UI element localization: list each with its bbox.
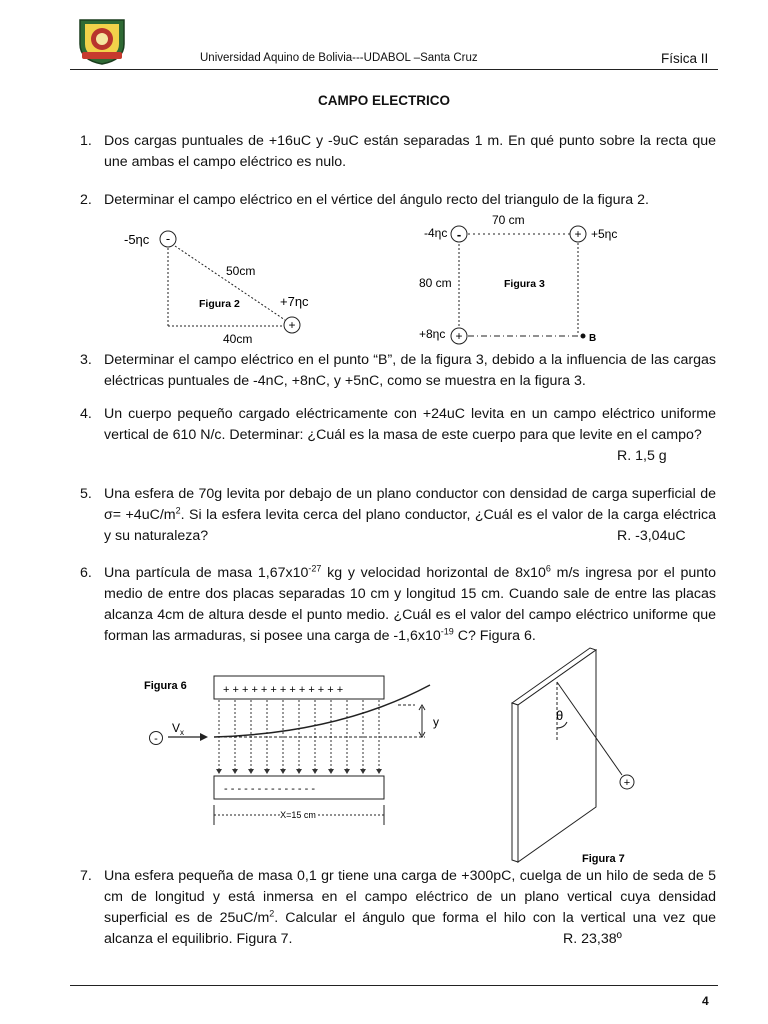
figure-label: Figura 7 bbox=[582, 853, 625, 865]
problem-number: 4. bbox=[80, 406, 92, 422]
side-distance-label: 80 cm bbox=[419, 276, 452, 290]
problem-text: Una esfera de 70g levita por debajo de un plano conductor con densidad de carga superficial de $\sigma= +4uC/m^2$. Si la esfera levita cerca del plano conductor, ¿Cuál es el valor de la carga eléctrica y su naturaleza? bbox=[104, 486, 716, 544]
hypotenuse-label: 50cm bbox=[226, 264, 256, 278]
problem-4 bbox=[80, 404, 720, 470]
minus-sign: - bbox=[154, 733, 158, 745]
charge-label-tl: -4ηc bbox=[424, 226, 448, 240]
problem-text: Una partícula de masa $1,67x10^{-27}$ kg y velocidad horizontal de $8x10^6$ m/s ingresa por el punto medio de entre dos placas separadas 10 cm y longitud 15 cm. Cuando sale de entre las placas alcanza 4cm de altura desde el punto medio. ¿Cuál es el valor del campo eléctrico uniforme que forman las armaduras, si posee una carga de $-1,6x10^{-19}$ C? Figura 6. bbox=[104, 563, 717, 644]
figure-6 bbox=[140, 665, 450, 830]
charge-label-tr: +5ηc bbox=[591, 227, 618, 241]
problem-number: 7. bbox=[80, 868, 92, 884]
bottom-plate-charges: - - - - - - - - - - - - - - bbox=[224, 783, 316, 795]
point-label: B bbox=[589, 333, 597, 344]
problem-text: Determinar el campo eléctrico en el punto “B”, de la figura 3, debido a la influencia de las cargas eléctricas puntuales de -4nC, +8nC, y +5nC, como se muestra en la figura 3. bbox=[104, 352, 716, 389]
answer: R. -3,04uC bbox=[617, 528, 686, 544]
problem-text: Un cuerpo pequeño cargado eléctricamente con +24uC levita en un campo eléctrico uniforme vertical de 610 N/c. Determinar: ¿Cuál es la masa de este cuerpo para que levite en el campo? bbox=[104, 406, 716, 443]
figure-label: Figura 3 bbox=[504, 278, 545, 290]
figure-3 bbox=[410, 208, 630, 348]
theta-label: θ bbox=[556, 708, 564, 723]
minus-sign: - bbox=[456, 227, 462, 242]
charge-label-bl: +8ηc bbox=[419, 327, 446, 341]
problem-7 bbox=[80, 866, 720, 954]
plus-sign: + bbox=[288, 318, 296, 332]
charge-label-top: -5ηc bbox=[124, 232, 150, 247]
figure-label: Figura 2 bbox=[199, 298, 240, 310]
footer-rule bbox=[70, 985, 718, 986]
problem-number: 3. bbox=[80, 352, 92, 368]
figure-7 bbox=[500, 640, 680, 870]
x-label: X=15 cm bbox=[280, 810, 316, 820]
problem-3 bbox=[80, 350, 720, 394]
plus-sign: + bbox=[574, 227, 582, 241]
university-logo bbox=[76, 14, 128, 66]
header-rule bbox=[70, 69, 718, 70]
top-plate-charges: + + + + + + + + + + + + + bbox=[223, 684, 344, 696]
y-label: y bbox=[433, 715, 439, 729]
problem-number: 2. bbox=[80, 192, 92, 208]
charge-label-right: +7ηc bbox=[280, 294, 309, 309]
problem-number: 5. bbox=[80, 486, 92, 502]
problem-text: Una esfera pequeña de masa 0,1 gr tiene una carga de +300pC, cuelga de un hilo de seda de 5 cm de longitud y está inmersa en el campo eléctrico de un plano vertical cuya densidad superficial es de $25uC/m^2$. Calcular el ángulo que forma el hilo con la vertical una vez que alcanza el equilibrio. Figura 7. bbox=[104, 868, 716, 947]
problem-number: 1. bbox=[80, 133, 92, 149]
page-title: CAMPO ELECTRICO bbox=[317, 93, 450, 108]
plus-sign: + bbox=[623, 777, 631, 789]
problem-1 bbox=[80, 131, 720, 175]
header-subject: Física II bbox=[661, 51, 709, 66]
base-label: 40cm bbox=[223, 332, 253, 346]
figure-label: Figura 6 bbox=[144, 680, 187, 692]
figure-2 bbox=[115, 212, 315, 352]
problem-6 bbox=[80, 563, 720, 651]
problem-text: Determinar el campo eléctrico en el vértice del ángulo recto del triangulo de la figura 2. bbox=[104, 192, 649, 208]
answer: R. 1,5 g bbox=[617, 448, 667, 464]
problem-5 bbox=[80, 484, 720, 550]
plus-sign: + bbox=[455, 329, 463, 343]
top-distance-label: 70 cm bbox=[492, 213, 525, 227]
velocity-label: $V_x$ bbox=[172, 721, 185, 737]
page-number: 4 bbox=[702, 994, 709, 1008]
header-university: Universidad Aquino de Bolivia---UDABOL –Santa Cruz bbox=[200, 52, 478, 64]
answer: R. 23,38º bbox=[563, 931, 622, 947]
minus-sign: - bbox=[165, 231, 171, 246]
problem-text: Dos cargas puntuales de +16uC y -9uC están separadas 1 m. En qué punto sobre la recta que une ambas el campo eléctrico es nulo. bbox=[104, 133, 716, 170]
problem-number: 6. bbox=[80, 565, 92, 581]
